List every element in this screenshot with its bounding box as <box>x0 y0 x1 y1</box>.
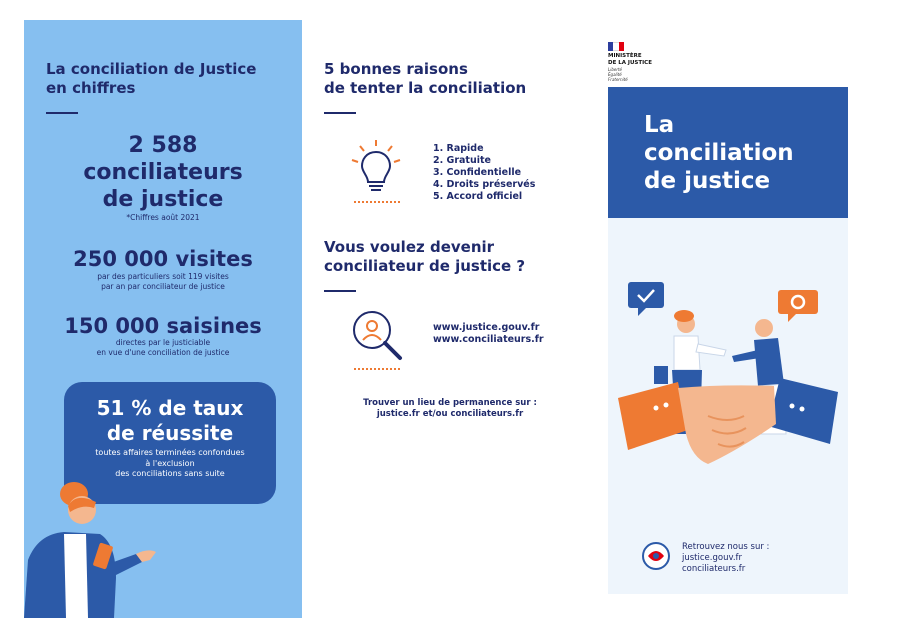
stats-title: La conciliation de Justice en chiffres <box>46 60 257 97</box>
find-us-block: Retrouvez nous sur : justice.gouv.fr conciliateurs.fr <box>682 542 770 574</box>
reasons-title: 5 bonnes raisons de tenter la conciliation <box>324 60 527 97</box>
hero-title-block <box>608 87 848 218</box>
dotted-separator <box>354 201 400 203</box>
stat-referrals-desc: directes par le justiciable en vue d'une conciliation de justice <box>96 338 230 357</box>
site-link-conciliateurs[interactable]: conciliateurs.fr <box>682 564 746 574</box>
stat-visits: 250 000 visites <box>73 247 253 271</box>
reason-item: 1. Rapide <box>433 143 484 154</box>
stat-referrals: 150 000 saisines <box>64 314 262 338</box>
reason-item: 5. Accord officiel <box>433 191 523 202</box>
woman-phone-illustration <box>24 468 184 618</box>
french-flag-icon <box>608 42 624 51</box>
hero-illustration-area <box>608 218 848 594</box>
conciliateurs-link[interactable]: www.conciliateurs.fr <box>433 334 544 345</box>
reason-item: 2. Gratuite <box>433 155 491 166</box>
reasons-list <box>433 143 535 203</box>
ministry-logo: MINISTÈRE DE LA JUSTICE Liberté Égalité Fraternité <box>608 42 708 82</box>
divider <box>324 112 356 114</box>
search-person-icon <box>350 308 406 362</box>
dotted-separator <box>354 368 400 370</box>
divider <box>324 290 356 292</box>
lightbulb-icon <box>350 138 402 196</box>
find-location-text: Trouver un lieu de permanence sur : justice.fr et/ou conciliateurs.fr <box>363 398 537 419</box>
hero-title: La conciliation de justice <box>644 112 794 194</box>
become-title: Vous voulez devenir conciliateur de justice ? <box>324 238 526 275</box>
reason-item: 4. Droits préservés <box>433 179 536 190</box>
stat-note: *Chiffres août 2021 <box>126 213 200 222</box>
handshake-illustration <box>608 274 848 494</box>
site-link-justice[interactable]: justice.gouv.fr <box>682 553 743 563</box>
stat-visits-desc: par des particuliers soit 119 visites par an par conciliateur de justice <box>97 272 229 291</box>
conciliateurs-logo-icon <box>642 542 670 570</box>
stat-conciliators: 2 588 conciliateurs de justice <box>83 133 243 212</box>
divider <box>46 112 78 114</box>
reason-item: 3. Confidentielle <box>433 167 522 178</box>
stats-panel <box>24 20 302 618</box>
success-rate-bubble: 51 % de taux de réussite toutes affaires terminées confondues à l'exclusion des conciliations sans suite <box>64 382 276 504</box>
justice-link[interactable]: www.justice.gouv.fr <box>433 322 540 333</box>
links-block <box>433 322 544 346</box>
